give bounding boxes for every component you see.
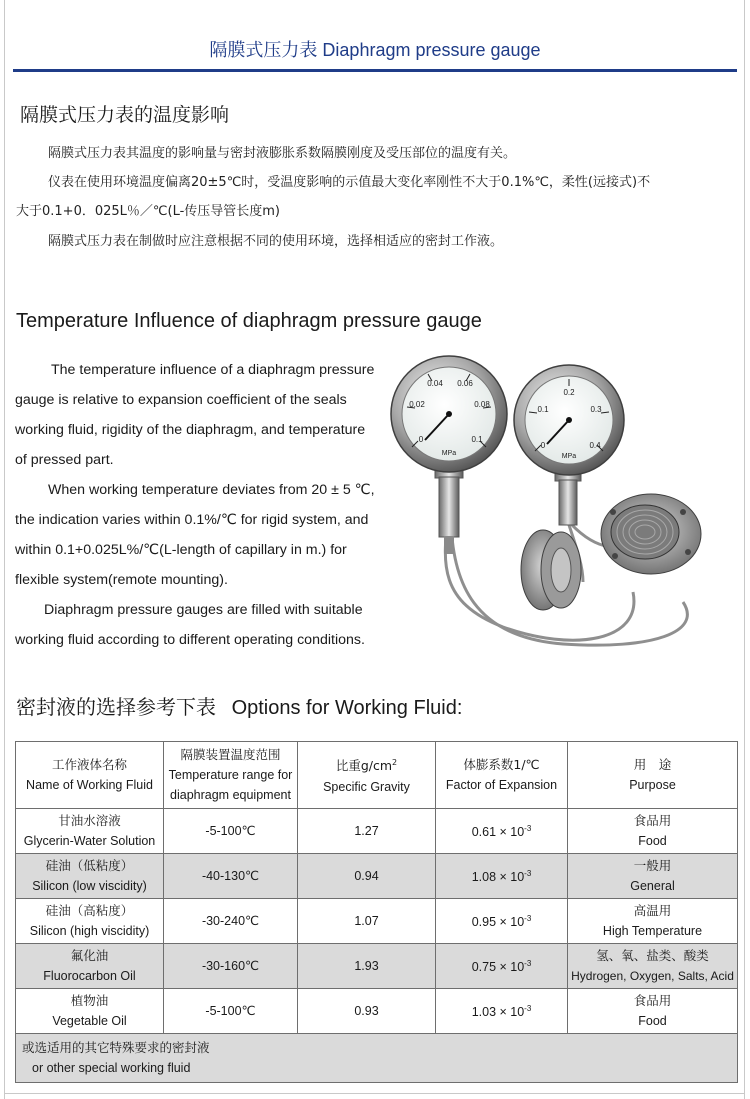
- en-paragraph-3: Diaphragm pressure gauges are filled with suitable working fluid according to different operating conditions.: [15, 602, 365, 648]
- right-gauge-tick-label: 0.3: [590, 405, 602, 414]
- left-gauge-tick-label: 0.08: [474, 400, 490, 409]
- right-gauge-tick-label: 0.1: [537, 405, 549, 414]
- column-header: 工作液体名称 Name of Working Fluid: [16, 742, 164, 809]
- diaphragm-seal-right: [601, 494, 701, 574]
- table-row: 硅油（低粘度） Silicon (low viscidity) -40-130℃ 0.94 $1.08 \times 10^{-3}$ 一般用 General: [16, 854, 738, 899]
- right-gauge: [514, 365, 624, 525]
- en-section-body: [15, 355, 377, 655]
- working-fluid-table: [15, 741, 738, 1083]
- column-header: 用 途 Purpose: [568, 742, 738, 809]
- left-gauge-unit: MPa: [441, 450, 457, 457]
- cn-paragraph-2: 仪表在使用环境温度偏离20±5℃时，受温度影响的示值最大变化率刚性不大于0.1%℃，柔性(远接式)不: [48, 175, 651, 190]
- en-paragraph-2: When working temperature deviates from 20 ± 5 ℃, the indication varies within 0.1%/℃ for rigid system, and within 0.1+0.025L%/℃(L-length of capillary in m.) for flexible system(remote mounting).: [15, 482, 375, 588]
- options-heading-en: Options for Working Fluid:: [231, 697, 463, 719]
- diaphragm-seal-left: [521, 530, 581, 610]
- page-border-left: [4, 0, 5, 1099]
- title-divider: [13, 69, 737, 72]
- table-header-row: [16, 742, 738, 809]
- left-gauge-tick-label: 0.04: [427, 379, 443, 388]
- diaphragm-gauges-photo: [383, 352, 745, 662]
- column-header: 隔膜装置温度范围 Temperature range for diaphragm equipment: [164, 742, 298, 809]
- cn-section-heading: 隔膜式压力表的温度影响: [20, 104, 230, 126]
- right-gauge-tick-label: 0.4: [589, 441, 601, 450]
- page-border-bottom: [4, 1093, 745, 1094]
- left-gauge-tick-label: 0.02: [409, 400, 425, 409]
- right-gauge-tick-label: 0.2: [563, 388, 575, 397]
- left-gauge-tick-label: 0.06: [457, 379, 473, 388]
- table-row: 植物油 Vegetable Oil -5-100℃ 0.93 $1.03 \times 10^{-3}$ 食品用 Food: [16, 989, 738, 1034]
- cn-paragraph-1: 隔膜式压力表其温度的影响量与密封液膨胀系数隔膜刚度及受压部位的温度有关。: [48, 146, 517, 161]
- left-gauge: [391, 356, 507, 554]
- options-heading: [16, 691, 462, 720]
- right-gauge-tick-label: 0: [540, 441, 546, 450]
- table-footer-row: 或选适用的其它特殊要求的密封液 or other special working fluid: [16, 1034, 738, 1083]
- right-gauge-unit: MPa: [561, 453, 577, 460]
- en-paragraph-1: The temperature influence of a diaphragm pressure gauge is relative to expansion coefficient of the seals working fluid, rigidity of the diaphragm, and temperature of pressed part.: [15, 362, 375, 468]
- en-section-heading: Temperature Influence of diaphragm pressure gauge: [16, 310, 482, 332]
- table-row: 硅油（高粘度） Silicon (high viscidity) -30-240℃ 1.07 $0.95 \times 10^{-3}$ 高温用 High Temperature: [16, 899, 738, 944]
- cn-paragraph-4: 隔膜式压力表在制做时应注意根据不同的使用环境，选择相适应的密封工作液。: [48, 234, 504, 249]
- options-heading-cn: 密封液的选择参考下表: [16, 695, 216, 719]
- table-row: 甘油水溶液 Glycerin-Water Solution -5-100℃ 1.27 $0.61 \times 10^{-3}$ 食品用 Food: [16, 809, 738, 854]
- left-gauge-tick-label: 0: [418, 435, 424, 444]
- column-header: 体膨系数1/℃ Factor of Expansion: [436, 742, 568, 809]
- page-title: 隔膜式压力表 Diaphragm pressure gauge: [209, 40, 541, 60]
- table-row: 氟化油 Fluorocarbon Oil -30-160℃ 1.93 $0.75 \times 10^{-3}$ 氢、氧、盐类、酸类 Hydrogen, Oxygen, Salts, Acid: [16, 944, 738, 989]
- left-gauge-tick-label: 0.1: [471, 435, 483, 444]
- cn-paragraph-3: 大于0.1+0．025L％／℃(L-传压导管长度m): [16, 204, 281, 219]
- column-header: 比重$g/cm^2$ Specific Gravity: [298, 742, 436, 809]
